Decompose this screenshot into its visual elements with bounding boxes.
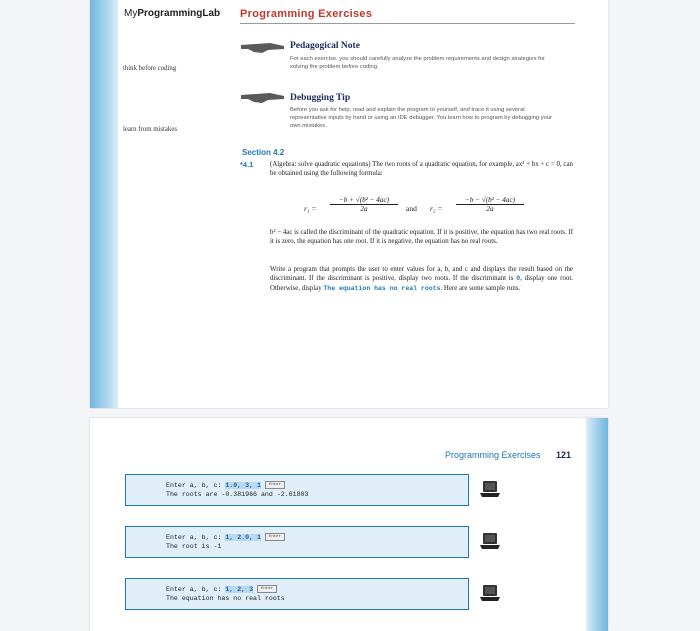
page-margin-decoration: [90, 0, 118, 408]
page-number: 121: [556, 450, 572, 460]
sample-run-text: [166, 585, 285, 603]
note-heading-debugging: Debugging Tip: [290, 93, 351, 103]
formula-r1-label: r₁ =: [304, 204, 317, 213]
formula-r1-numerator: −b + √(b² − 4ac): [330, 196, 398, 205]
enter-key-icon: Enter: [257, 585, 277, 593]
formula-and: and: [406, 204, 417, 213]
sample-run-text: [166, 533, 285, 551]
run-prompt: Enter a, b, c:: [166, 482, 226, 489]
page-margin-decoration: [586, 418, 608, 631]
run-output: The roots are -0.381966 and -2.61803: [166, 491, 309, 498]
task-paragraph: [270, 265, 573, 293]
section-heading: Section 4.2: [242, 148, 285, 157]
task-code: The equation has no real roots: [323, 284, 441, 292]
textbook-page-bottom: [90, 418, 608, 631]
formula-r1-denominator: 2a: [360, 205, 368, 213]
exercise-number: *4.1: [240, 160, 254, 169]
formula-r2-denominator: 2a: [486, 205, 494, 213]
formula-r2-numerator: −b − √(b² − 4ac): [456, 196, 524, 205]
run-input: 1, 2.0, 1: [225, 534, 261, 541]
formula-r2-label: r₂ =: [430, 204, 443, 213]
pointing-hand-icon: [240, 90, 286, 104]
run-prompt: Enter a, b, c:: [166, 586, 226, 593]
margin-note-think: think before coding: [123, 65, 177, 72]
note-text-debugging: Before you ask for help, read and explain the program to yourself, and trace it using several representative inputs by hand or using an IDE debugger. You learn how to program by debugging your own mistakes.: [290, 107, 553, 129]
run-output: The equation has no real roots: [166, 595, 285, 602]
formula-r1-fraction: [330, 196, 398, 213]
sample-run-box: [125, 578, 469, 610]
laptop-icon: [480, 584, 500, 602]
task-text-b: , display one root. Otherwise, display: [270, 275, 574, 292]
pointing-hand-icon: [240, 40, 286, 54]
margin-note-learn: learn from mistakes: [123, 126, 177, 133]
enter-key-icon: Enter: [265, 533, 285, 541]
textbook-page-top: [90, 0, 608, 408]
title-rule: [240, 23, 575, 24]
laptop-icon: [480, 480, 500, 498]
discriminant-paragraph: b² − 4ac is called the discriminant of the quadratic equation. If it is positive, the equation has two real roots. If it is zero, the equation has one root. If it is negative, the equation has no real roots.: [270, 229, 573, 246]
run-input: 1, 2, 3: [225, 586, 254, 593]
laptop-icon: [480, 532, 500, 550]
running-head: Programming Exercises: [445, 450, 541, 460]
myprogramminglab-logo: [124, 8, 220, 19]
run-prompt: Enter a, b, c:: [166, 534, 226, 541]
run-output: The root is -1: [166, 543, 222, 550]
note-text-pedagogical: For each exercise, you should carefully analyze the problem requirements and design strategies for solving the problem before coding.: [290, 56, 545, 70]
sample-run-box: [125, 526, 469, 558]
logo-middle: Programming: [137, 8, 203, 19]
exercise-intro: (Algebra: solve quadratic equations) The two roots of a quadratic equation, for example, ax² + bx + c = 0, can be obtained using the following formula:: [270, 161, 573, 178]
sample-run-box: [125, 474, 469, 506]
note-heading-pedagogical: Pedagogical Note: [290, 41, 360, 51]
logo-prefix: My: [124, 8, 138, 19]
logo-suffix: Lab: [202, 8, 221, 19]
run-input: 1.0, 3, 1: [225, 482, 261, 489]
enter-key-icon: Enter: [265, 481, 285, 489]
formula-r2-fraction: [456, 196, 524, 213]
page-title: Programming Exercises: [240, 8, 373, 20]
sample-run-text: [166, 481, 308, 499]
task-text-a: Write a program that prompts the user to enter values for a, b, and c and displays the result based on the discriminant. If the discriminant is positive, display two roots. If the discriminant is: [270, 266, 573, 283]
task-text-c: . Here are some sample runs.: [440, 284, 521, 292]
task-zero: 0: [516, 275, 521, 283]
